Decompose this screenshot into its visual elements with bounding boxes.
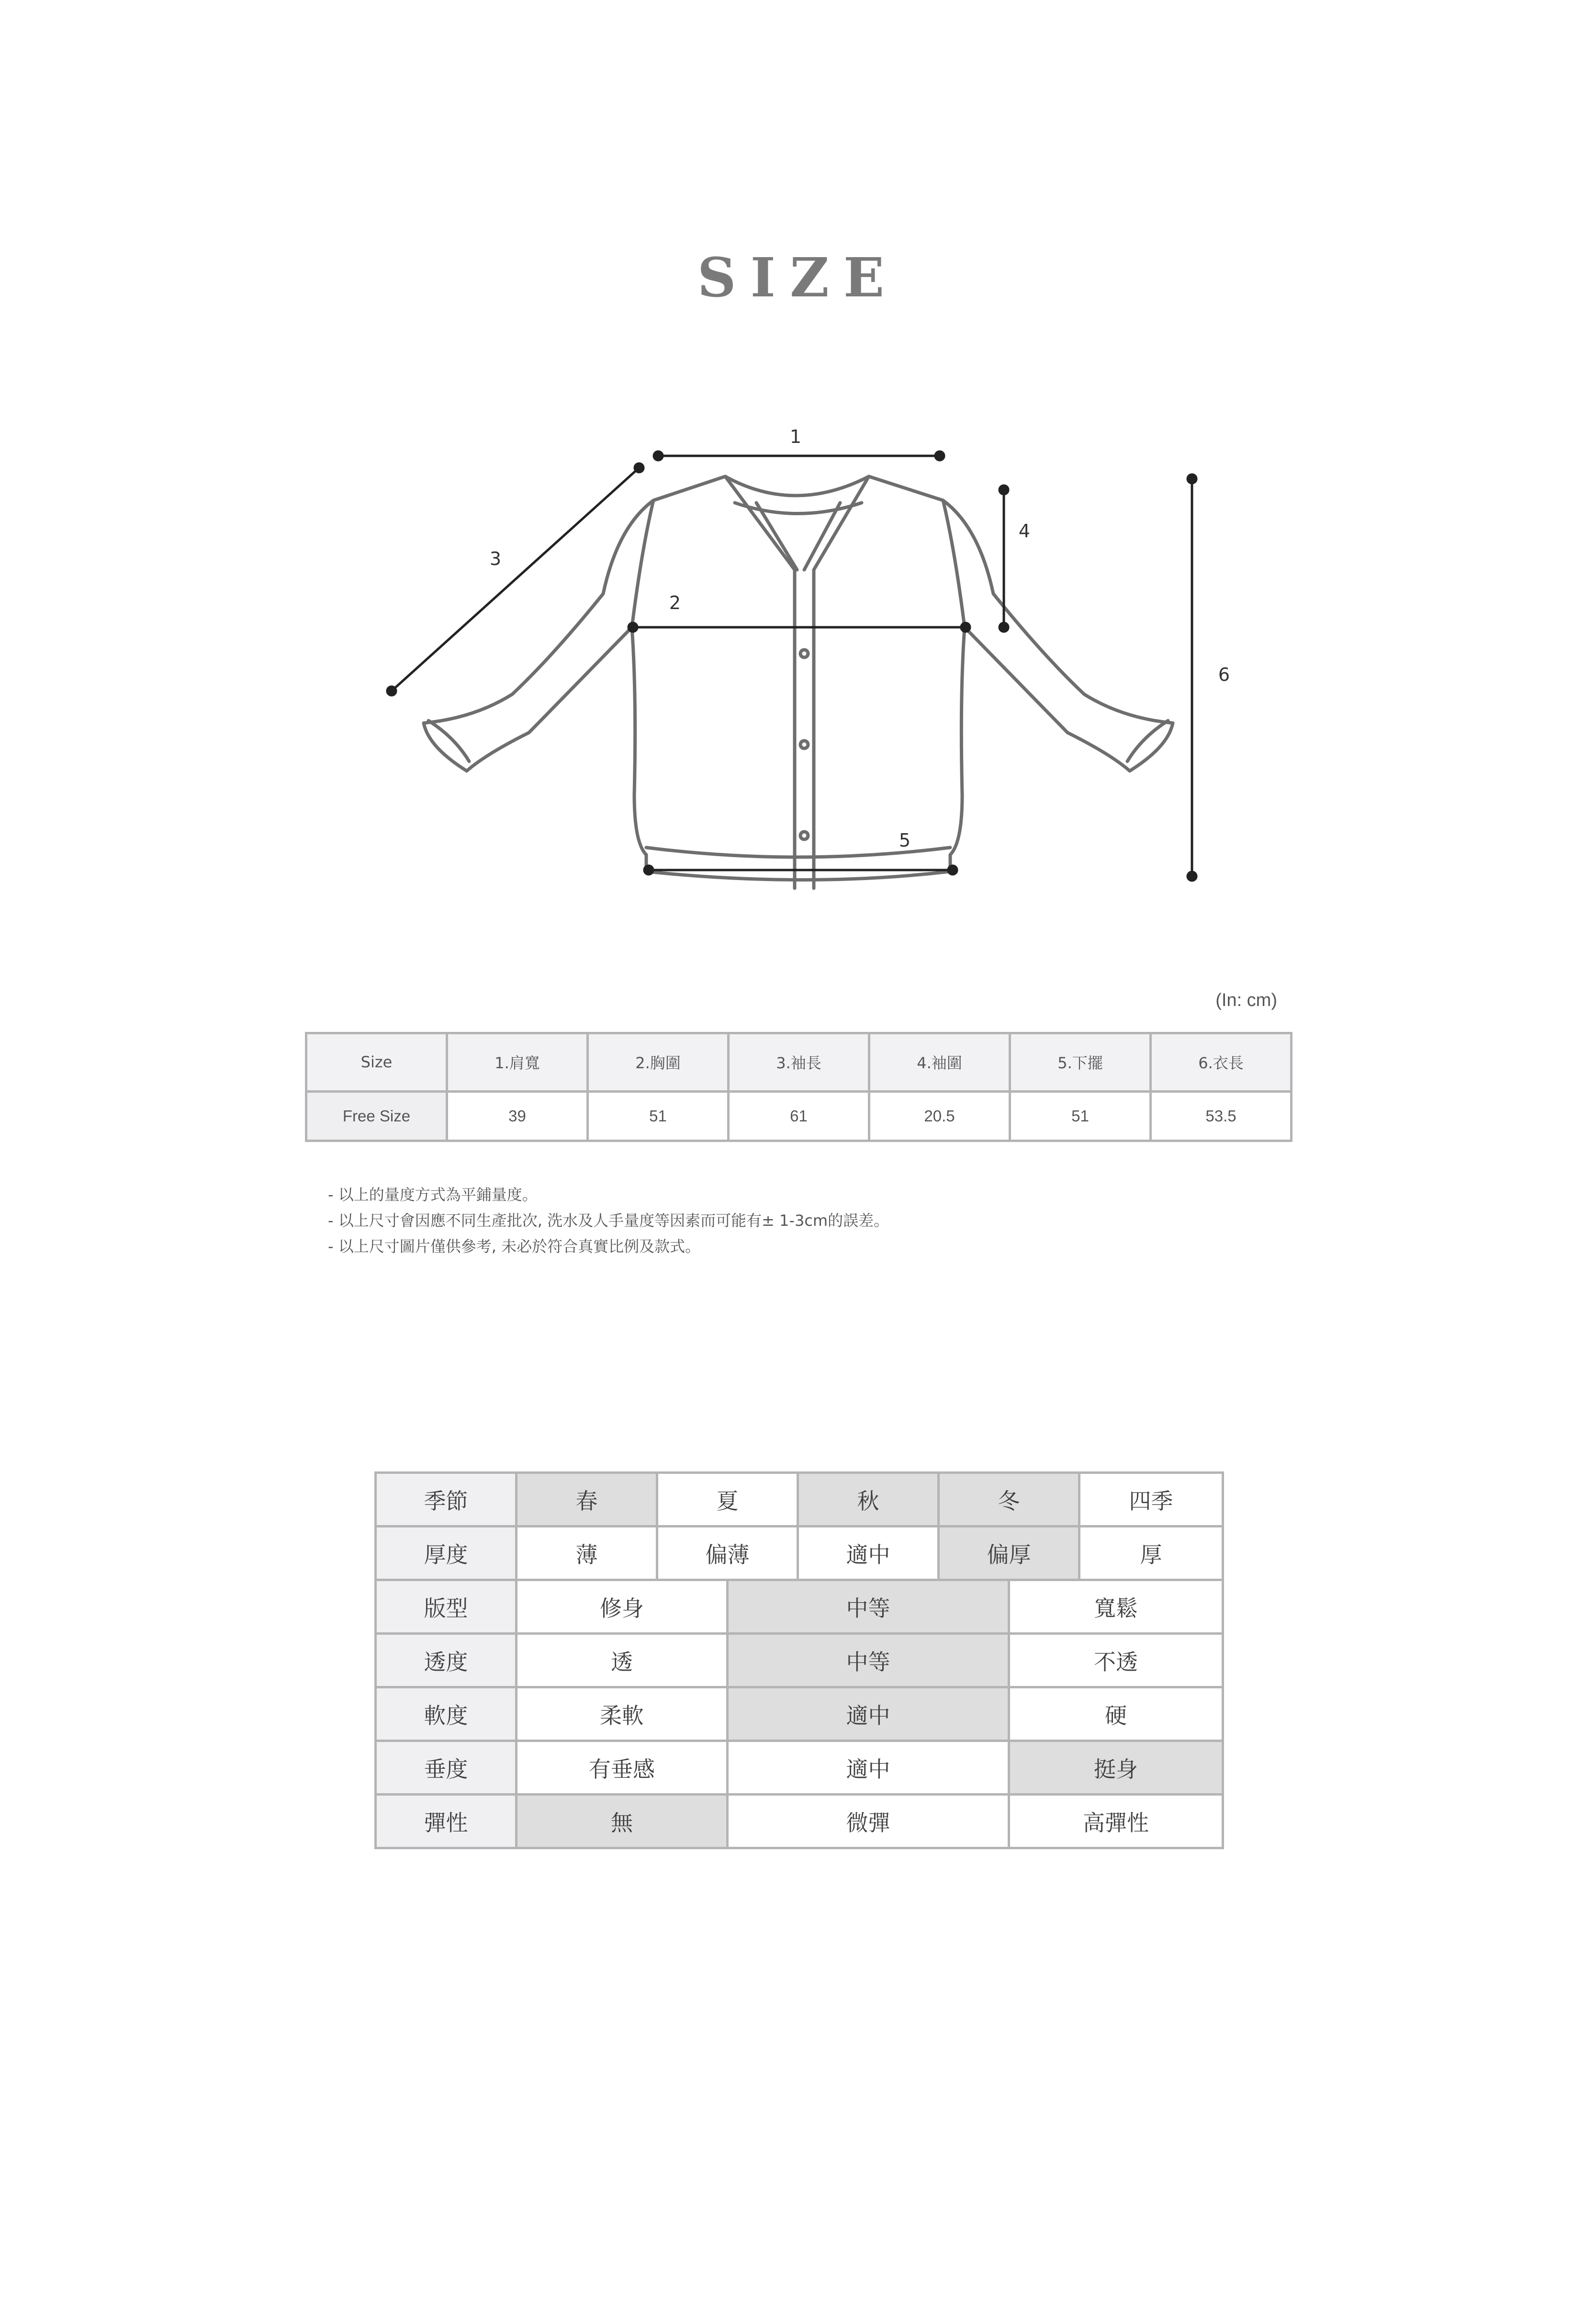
attr-option: 寬鬆: [1009, 1580, 1223, 1634]
attr-option: 適中: [728, 1687, 1009, 1741]
attr-row-thickness: [376, 1526, 1223, 1580]
attr-option: 挺身: [1009, 1741, 1223, 1795]
collar-outer: [725, 476, 795, 888]
attr-option: 薄: [517, 1526, 657, 1580]
attr-option: 冬: [939, 1473, 1079, 1526]
size-table-row: [306, 1091, 1292, 1141]
attr-option: 適中: [798, 1526, 939, 1580]
button-1: [800, 650, 808, 657]
measure-label-5: 5: [899, 830, 911, 851]
attr-label: 垂度: [376, 1741, 517, 1795]
attr-row-season: [376, 1473, 1223, 1526]
note-line: - 以上的量度方式為平鋪量度。: [328, 1186, 538, 1204]
attr-label: 彈性: [376, 1795, 517, 1848]
measurement-notes: [328, 1182, 889, 1259]
attr-option: 有垂感: [517, 1741, 728, 1795]
size-value-cell: 20.5: [869, 1091, 1010, 1141]
attr-option: 秋: [798, 1473, 939, 1526]
size-header-cell: 3.袖長: [729, 1033, 869, 1092]
size-table-header-row: [306, 1033, 1292, 1092]
size-header-cell: 6.衣長: [1151, 1033, 1292, 1092]
cardigan-outline: [424, 476, 1173, 880]
button-3: [800, 832, 808, 839]
page-title: SIZE: [697, 247, 899, 309]
size-header-cell: Size: [306, 1033, 447, 1092]
unit-label: (In: cm): [1215, 990, 1277, 1010]
attr-option: 透: [517, 1634, 728, 1687]
attr-option: 偏薄: [657, 1526, 798, 1580]
attr-label: 軟度: [376, 1687, 517, 1741]
size-value-cell: 61: [729, 1091, 869, 1141]
measure-label-1: 1: [789, 426, 802, 447]
attr-option: 無: [517, 1795, 728, 1848]
measure-label-2: 2: [669, 592, 681, 613]
attr-option: 中等: [728, 1580, 1009, 1634]
size-value-cell: 51: [1010, 1091, 1151, 1141]
attr-option: 厚: [1079, 1526, 1223, 1580]
attr-option: 柔軟: [517, 1687, 728, 1741]
attr-option: 硬: [1009, 1687, 1223, 1741]
attr-row-fit: [376, 1580, 1223, 1634]
size-row-label: Free Size: [306, 1091, 447, 1141]
attr-option: 夏: [657, 1473, 798, 1526]
attr-label: 季節: [376, 1473, 517, 1526]
size-value-cell: 53.5: [1151, 1091, 1292, 1141]
note-line: - 以上尺寸圖片僅供參考, 未必於符合真實比例及款式。: [328, 1237, 701, 1255]
note-line: - 以上尺寸會因應不同生產批次, 洗水及人手量度等因素而可能有± 1-3cm的誤差。: [328, 1211, 889, 1230]
size-header-cell: 5.下擺: [1010, 1033, 1151, 1092]
size-value-cell: 39: [447, 1091, 588, 1141]
attr-option: 偏厚: [939, 1526, 1079, 1580]
size-table: [305, 1032, 1293, 1142]
measure-label-3: 3: [489, 548, 502, 569]
collar-inner: [735, 503, 862, 514]
attr-option: 中等: [728, 1634, 1009, 1687]
attr-option: 春: [517, 1473, 657, 1526]
attr-row-transparency: [376, 1634, 1223, 1687]
measure-label-4: 4: [1018, 520, 1031, 542]
measure-label-6: 6: [1218, 664, 1230, 685]
attr-row-elasticity: [376, 1795, 1223, 1848]
attr-row-softness: [376, 1687, 1223, 1741]
attr-option: 適中: [728, 1741, 1009, 1795]
size-header-cell: 1.肩寬: [447, 1033, 588, 1092]
attr-row-drape: [376, 1741, 1223, 1795]
attr-option: 高彈性: [1009, 1795, 1223, 1848]
size-header-cell: 4.袖圍: [869, 1033, 1010, 1092]
cardigan-diagram: [0, 0, 1596, 958]
left-cuff-line: [428, 721, 469, 761]
attr-label: 版型: [376, 1580, 517, 1634]
attr-option: 修身: [517, 1580, 728, 1634]
size-value-cell: 51: [588, 1091, 729, 1141]
attribute-table: [374, 1471, 1224, 1849]
attr-label: 透度: [376, 1634, 517, 1687]
right-cuff-line: [1127, 721, 1168, 761]
attr-option: 不透: [1009, 1634, 1223, 1687]
size-header-cell: 2.胸圍: [588, 1033, 729, 1092]
attr-option: 微彈: [728, 1795, 1009, 1848]
button-2: [800, 741, 808, 748]
attr-option: 四季: [1079, 1473, 1223, 1526]
attr-label: 厚度: [376, 1526, 517, 1580]
